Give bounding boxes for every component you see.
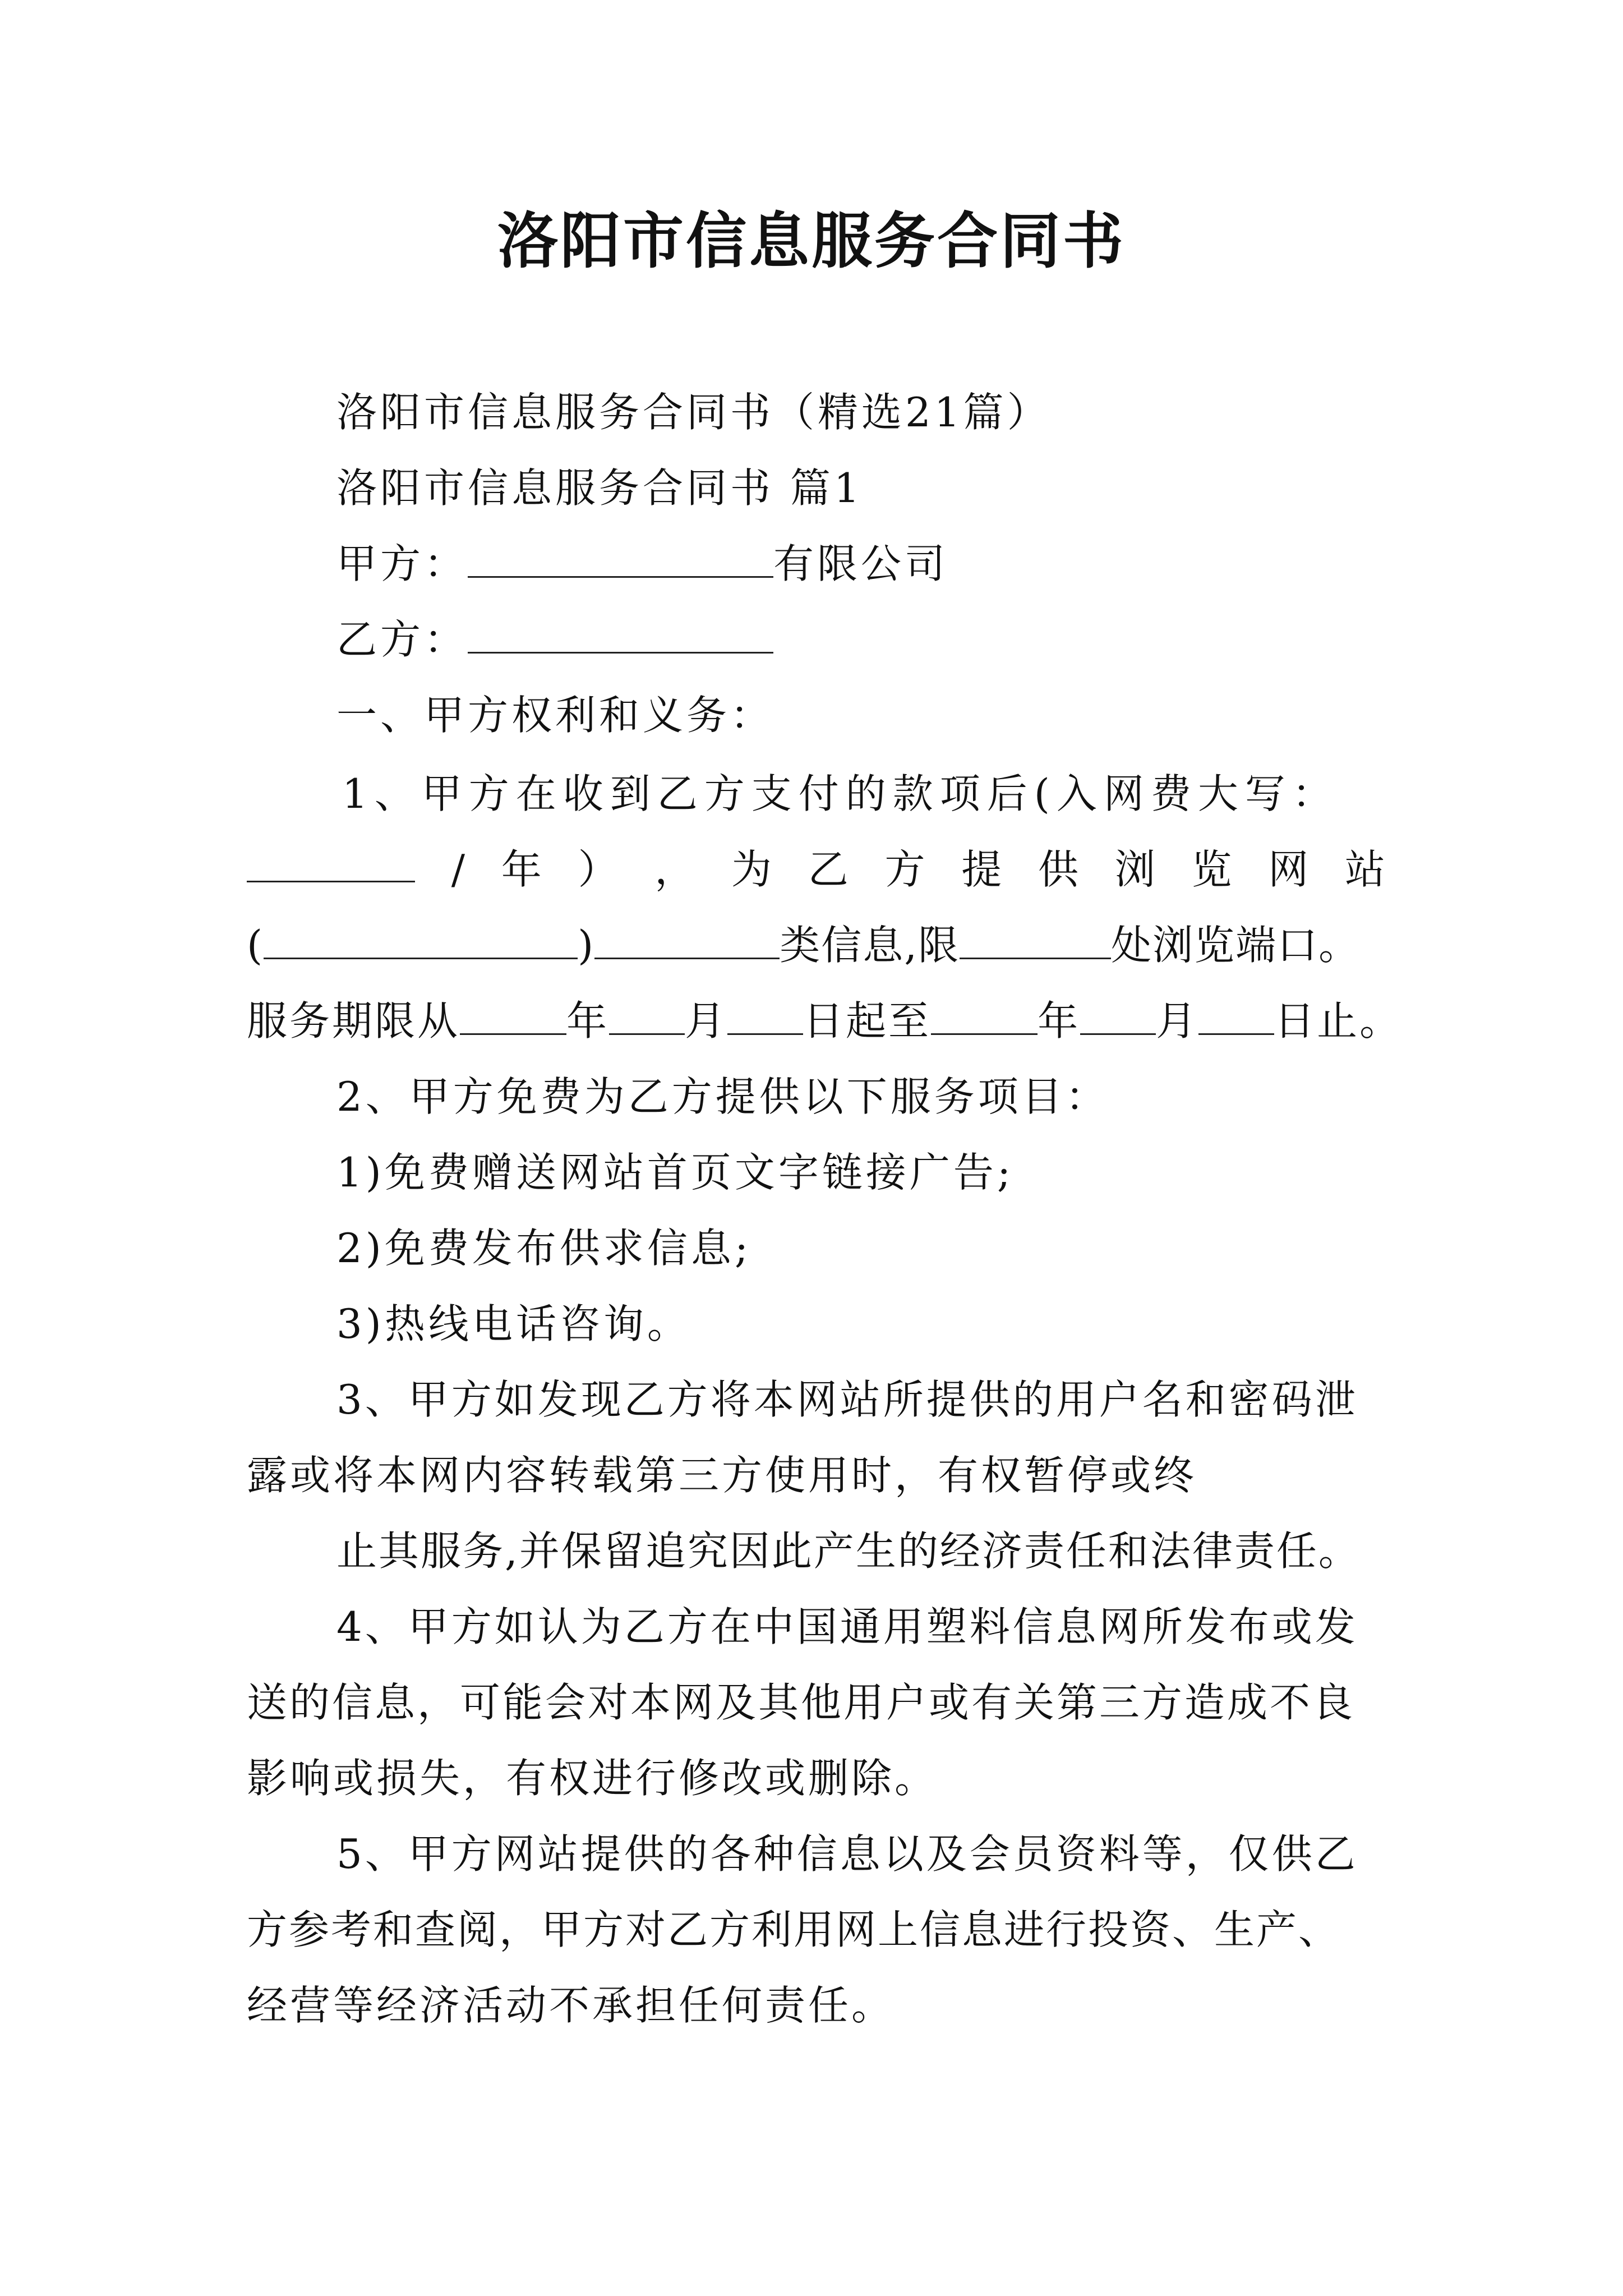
port-count-blank (960, 918, 1111, 959)
close-paren: ) (578, 922, 595, 969)
line-2-char: 提 (961, 846, 1002, 893)
party-b-label: 乙方： (336, 616, 468, 663)
category-blank (594, 918, 780, 959)
item-2-sub-3: 3)热线电话咨询。 (336, 1300, 691, 1347)
line-2-char: ） (578, 846, 619, 893)
item-1-line-2 (247, 841, 1385, 898)
line-2-char: 览 (1191, 846, 1232, 893)
item-2-sub-1: 1)免费赠送网站首页文字链接广告; (336, 1149, 1015, 1196)
line-2-char: ， (654, 846, 695, 893)
item-5-line-3: 经营等经济活动不承担任何责任。 (247, 1982, 895, 2029)
item-5-line-2: 方参考和查阅，甲方对乙方利用网上信息进行投资、生产、 (247, 1906, 1341, 1953)
start-day-blank (727, 994, 803, 1035)
end-year-blank (931, 994, 1038, 1035)
line-2-char: 乙 (808, 846, 849, 893)
open-paren: ( (247, 922, 264, 969)
line-2-char: 为 (731, 846, 772, 893)
chapter-heading: 洛阳市信息服务合同书 篇1 (336, 464, 863, 512)
start-year-blank (460, 994, 566, 1035)
item-1-line-3 (247, 917, 1360, 973)
month-label: 月 (1156, 997, 1199, 1045)
port-text: 处浏览端口。 (1111, 922, 1361, 969)
item-4-line-3: 影响或损失，有权进行修改或删除。 (247, 1755, 938, 1802)
document-title: 洛阳市信息服务合同书 (497, 206, 1126, 277)
service-prefix: 服务期限从 (247, 997, 460, 1045)
month-label: 月 (685, 997, 728, 1045)
fee-blank (247, 841, 415, 882)
day-end-label: 日止。 (1274, 997, 1403, 1045)
item-3-line-2: 露或将本网内容转载第三方使用时，有权暂停或终 (247, 1452, 1197, 1499)
end-month-blank (1080, 994, 1156, 1035)
party-a-line (336, 536, 948, 592)
line-2-char: 网 (1268, 846, 1309, 893)
item-4-line-1: 4、甲方如认为乙方在中国通用塑料信息网所发布或发 (336, 1603, 1358, 1650)
section-1-heading: 一、甲方权利和义务： (336, 692, 774, 739)
subtitle: 洛阳市信息服务合同书（精选21篇） (336, 389, 1051, 436)
year-label: 年 (1038, 997, 1081, 1045)
line-2-char: / (451, 846, 465, 893)
item-1-line-4 (247, 993, 1402, 1049)
item-2: 2、甲方免费为乙方提供以下服务项目： (336, 1073, 1109, 1120)
item-3-line-3: 止其服务,并保留追究因此产生的经济责任和法律责任。 (336, 1527, 1361, 1575)
year-label: 年 (566, 997, 610, 1045)
line-2-char: 浏 (1114, 846, 1155, 893)
item-2-sub-2: 2)免费发布供求信息; (336, 1225, 752, 1272)
start-month-blank (609, 994, 685, 1035)
item-5-line-1: 5、甲方网站提供的各种信息以及会员资料等，仅供乙 (336, 1830, 1358, 1878)
website-blank (264, 918, 578, 959)
line-2-char: 供 (1038, 846, 1078, 893)
end-day-blank (1198, 994, 1274, 1035)
party-a-blank (468, 537, 773, 578)
line-2-char: 站 (1344, 846, 1385, 893)
category-text: 类信息,限 (780, 922, 960, 969)
party-a-suffix: 有限公司 (773, 540, 949, 587)
item-1-line-1: 1、甲方在收到乙方支付的款项后(入网费大写： (342, 770, 1339, 817)
party-b-line (336, 611, 773, 668)
party-a-label: 甲方： (336, 540, 468, 587)
line-2-char: 方 (884, 846, 925, 893)
line-2-char: 年 (501, 846, 542, 893)
item-4-line-2: 送的信息，可能会对本网及其他用户或有关第三方造成不良 (247, 1679, 1355, 1726)
item-3-line-1: 3、甲方如发现乙方将本网站所提供的用户名和密码泄 (336, 1376, 1358, 1423)
day-start-label: 日起至 (803, 997, 932, 1045)
party-b-blank (468, 613, 773, 654)
